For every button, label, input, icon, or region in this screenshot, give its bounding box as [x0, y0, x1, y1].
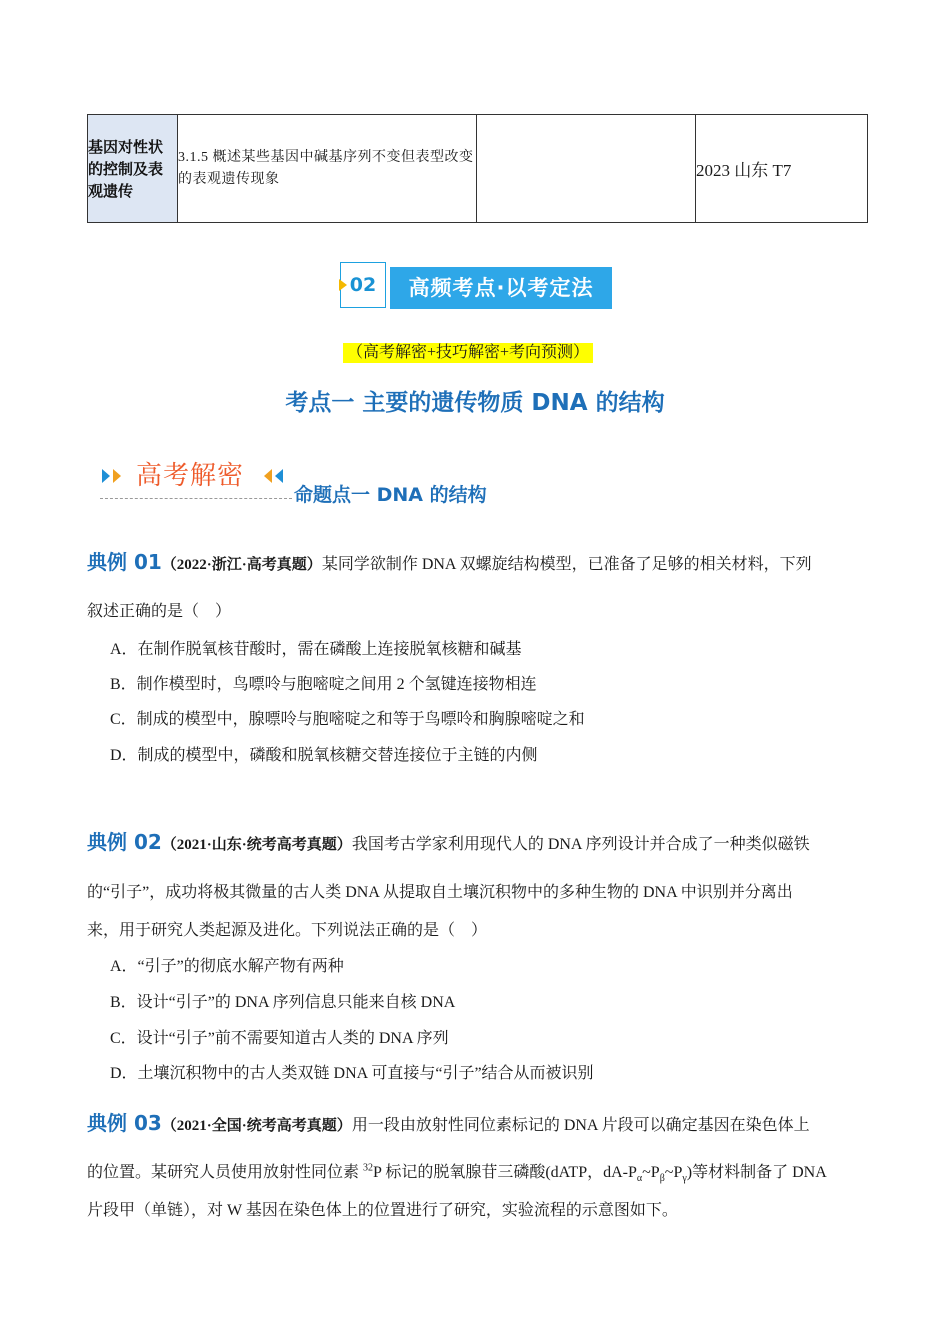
example-stem-line: 片段甲（单链），对 W 基因在染色体上的位置进行了研究，实验流程的示意图如下。: [87, 1202, 678, 1219]
example-stem-line: 叙述正确的是（ ）: [87, 603, 232, 620]
text-run: )等材料制备了 DNA: [686, 1164, 827, 1181]
example-stem: 我国考古学家利用现代人的 DNA 序列设计并合成了一种类似磁铁: [351, 836, 810, 853]
subscript: α: [636, 1173, 643, 1185]
example-stem: 某同学欲制作 DNA 双螺旋结构模型，已准备了足够的相关材料，下列: [321, 556, 812, 573]
superscript: 32: [363, 1162, 374, 1174]
standard-cell: 3.1.5 概述某些基因中碱基序列不变但表型改变的表观遗传现象: [178, 115, 477, 223]
highlighted-subtitle: （高考解密+技巧解密+考向预测）: [343, 343, 593, 363]
section-tag-label: 高考解密: [136, 461, 245, 491]
example-heading: [87, 546, 812, 575]
text-run: P 标记的脱氧腺苷三磷酸(dATP，dA-P: [373, 1164, 637, 1181]
table-row: [88, 115, 868, 223]
text-run: ~P: [664, 1164, 683, 1181]
kaodian-title: 考点一 主要的遗传物质 DNA 的结构: [285, 390, 665, 416]
example-stem: 用一段由放射性同位素标记的 DNA 片段可以确定基因在染色体上: [351, 1117, 810, 1134]
example-label: 典例 01: [87, 550, 162, 574]
curriculum-standard-table: [87, 114, 868, 223]
option-d: D．土壤沉积物中的古人类双链 DNA 可直接与“引子”结合从而被识别: [110, 1065, 594, 1082]
chevron-left-icon: [264, 469, 272, 483]
option-c: C．制成的模型中，腺嘌呤与胞嘧啶之和等于鸟嘌呤和胸腺嘧啶之和: [110, 711, 585, 728]
example-label: 典例 03: [87, 1111, 162, 1135]
option-d: D．制成的模型中，磷酸和脱氧核糖交替连接位于主链的内侧: [110, 747, 538, 764]
section-banner: [340, 262, 612, 310]
empty-cell: [477, 115, 696, 223]
example-label: 典例 02: [87, 830, 162, 854]
dashed-divider: [100, 498, 292, 499]
banner-number: 02: [349, 274, 377, 296]
subscript: γ: [682, 1173, 687, 1185]
option-c: C．设计“引子”前不需要知道古人类的 DNA 序列: [110, 1030, 449, 1047]
example-source: （2021·全国·统考高考真题）: [161, 1118, 352, 1134]
chevron-right-icon: [113, 469, 121, 483]
text-run: 的位置。某研究人员使用放射性同位素: [87, 1164, 364, 1181]
example-stem-line: [87, 1159, 827, 1184]
text-run: ~P: [642, 1164, 660, 1181]
exam-year-cell: 2023 山东 T7: [696, 115, 868, 223]
example-stem-line: 来，用于研究人类起源及进化。下列说法正确的是（ ）: [87, 922, 488, 939]
chevron-left-icon: [275, 469, 283, 483]
example-stem-line: 的“引子”，成功将极其微量的古人类 DNA 从提取自土壤沉积物中的多种生物的 DNA 中识别并分离出: [87, 884, 793, 901]
topic-cell: 基因对性状的控制及表观遗传: [88, 115, 178, 223]
option-a: A．在制作脱氧核苷酸时，需在磷酸上连接脱氧核糖和碱基: [110, 641, 522, 658]
banner-title: 高频考点·以考定法: [390, 267, 612, 309]
example-source: （2022·浙江·高考真题）: [161, 557, 322, 573]
chevron-right-icon: [102, 469, 110, 483]
example-heading: [87, 826, 810, 855]
option-a: A．“引子”的彻底水解产物有两种: [110, 958, 344, 975]
option-b: B．制作模型时，鸟嘌呤与胞嘧啶之间用 2 个氢键连接物相连: [110, 676, 537, 693]
section-tag: [100, 458, 292, 500]
example-heading: [87, 1107, 810, 1136]
subscript: β: [659, 1173, 665, 1185]
option-b: B．设计“引子”的 DNA 序列信息只能来自核 DNA: [110, 994, 456, 1011]
mingti-title: 命题点一 DNA 的结构: [294, 484, 487, 506]
example-source: （2021·山东·统考高考真题）: [161, 837, 352, 853]
